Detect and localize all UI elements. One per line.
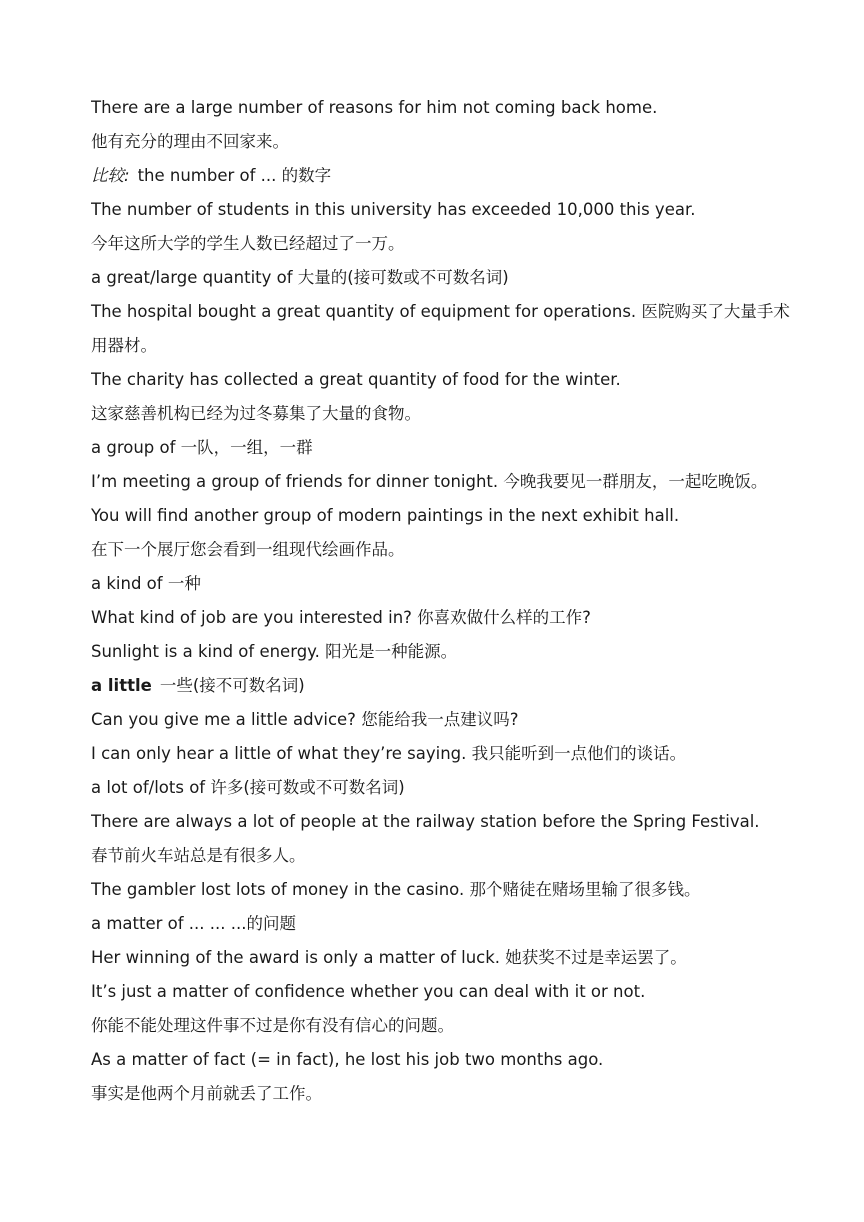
text-line: As a matter of fact (= in fact), he lost his job two months ago. [91, 1050, 604, 1069]
phrase-heading [91, 669, 791, 703]
text-line: I can only hear a little of what they’re saying. 我只能听到一点他们的谈话。 [91, 744, 687, 763]
text-line-content: the number of ... 的数字 [137, 166, 332, 185]
text-line: What kind of job are you interested in? 你喜欢做什么样的工作? [91, 608, 591, 627]
text-line: 事实是他两个月前就丢了工作。 [91, 1084, 322, 1103]
text-line: I’m meeting a group of friends for dinner tonight. 今晚我要见一群朋友，一起吃晚饭。 [91, 472, 768, 491]
text-line: There are always a lot of people at the railway station before the Spring Festival. [91, 812, 760, 831]
text-line [91, 159, 791, 193]
text-line: It’s just a matter of confidence whether you can deal with it or not. [91, 982, 646, 1001]
phrase-heading: a lot of/lots of 许多(接可数或不可数名词) [91, 778, 405, 797]
phrase-heading: a matter of ... ... ...的问题 [91, 914, 297, 933]
text-line: You will find another group of modern paintings in the next exhibit hall. [91, 506, 680, 525]
text-line: 春节前火车站总是有很多人。 [91, 846, 306, 865]
phrase-heading: a great/large quantity of 大量的(接可数或不可数名词) [91, 268, 509, 287]
phrase-bold: a little [91, 676, 152, 695]
text-line: 这家慈善机构已经为过冬募集了大量的食物。 [91, 404, 421, 423]
text-line: 在下一个展厅您会看到一组现代绘画作品。 [91, 540, 405, 559]
text-line-content: 一些(接不可数名词) [159, 676, 305, 695]
compare-label: 比较: [91, 166, 130, 185]
text-line: Can you give me a little advice? 您能给我一点建议吗? [91, 710, 519, 729]
text-line: Sunlight is a kind of energy. 阳光是一种能源。 [91, 642, 458, 661]
text-line: The gambler lost lots of money in the casino. 那个赌徒在赌场里输了很多钱。 [91, 880, 701, 899]
text-line: 你能不能处理这件事不过是你有没有信心的问题。 [91, 1016, 454, 1035]
phrase-heading: a kind of 一种 [91, 574, 201, 593]
text-line: The charity has collected a great quantity of food for the winter. [91, 370, 621, 389]
text-line: 他有充分的理由不回家来。 [91, 132, 289, 151]
text-line: The number of students in this university has exceeded 10,000 this year. [91, 200, 696, 219]
text-line: 今年这所大学的学生人数已经超过了一万。 [91, 234, 405, 253]
text-line: The hospital bought a great quantity of equipment for operations. 医院购买了大量手术用器材。 [91, 302, 790, 355]
text-line: Her winning of the award is only a matter of luck. 她获奖不过是幸运罢了。 [91, 948, 687, 967]
document-page [91, 91, 791, 1111]
text-line: There are a large number of reasons for him not coming back home. [91, 98, 658, 117]
phrase-heading: a group of 一队，一组，一群 [91, 438, 313, 457]
